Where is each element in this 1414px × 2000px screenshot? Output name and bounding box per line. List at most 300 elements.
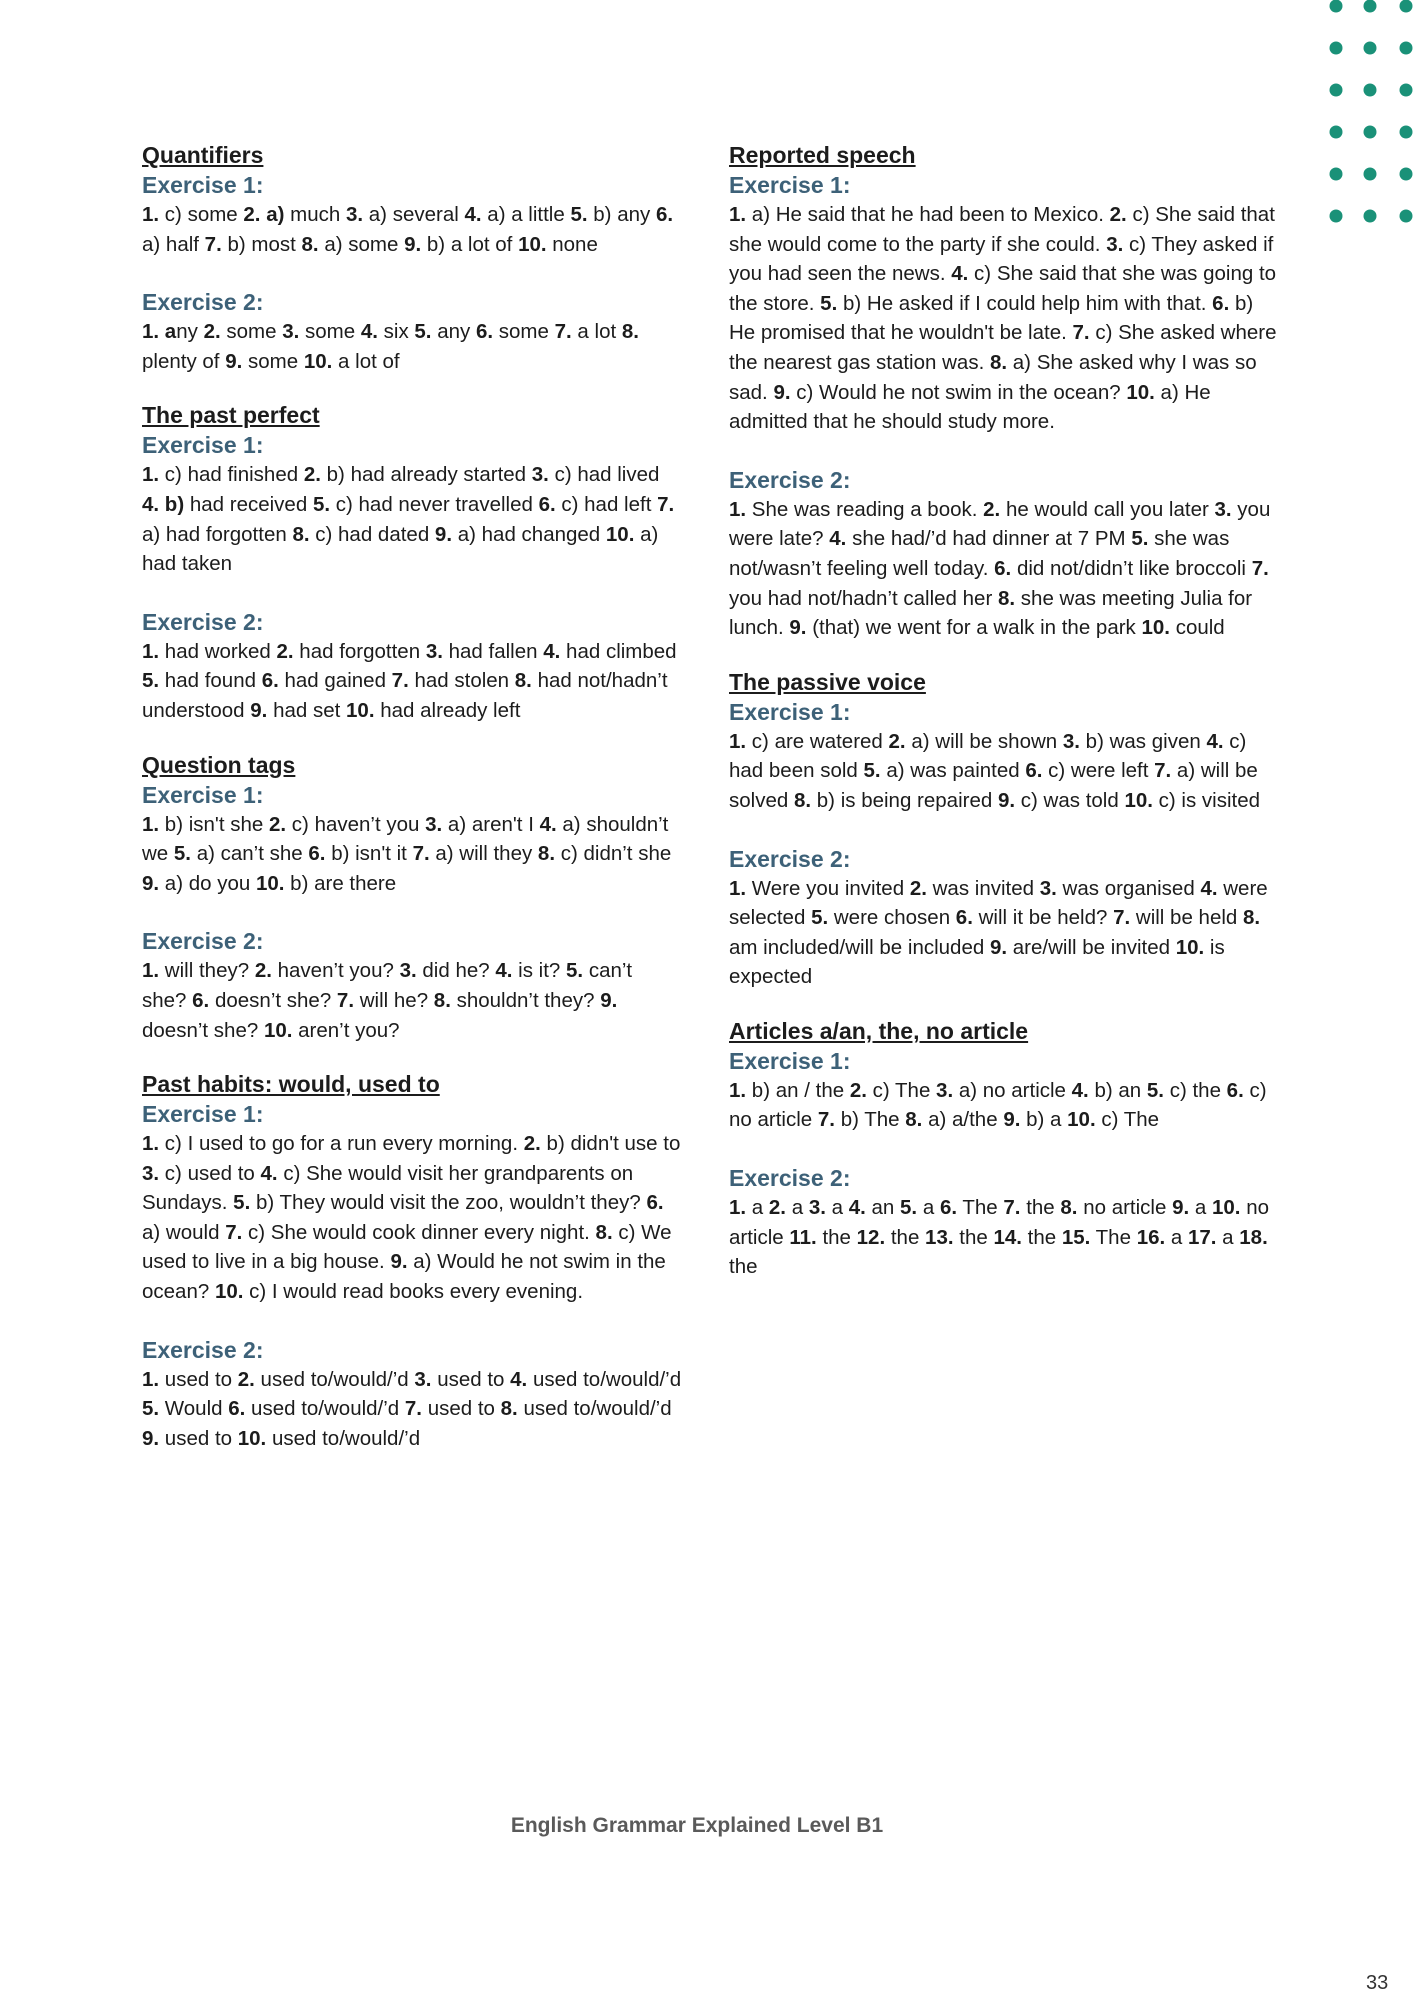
exercise-block xyxy=(142,607,682,726)
answer-number: 3. xyxy=(531,463,549,487)
answer-text: used to/would/’d xyxy=(527,1367,682,1391)
answer-number: 10. xyxy=(214,1280,244,1304)
answer-text: any xyxy=(431,320,476,344)
answer-text: a xyxy=(1216,1225,1240,1249)
answer-text: a) would xyxy=(142,1220,226,1244)
answer-text: a) a little xyxy=(481,203,571,226)
answer-text: the xyxy=(885,1225,926,1249)
decorative-dot xyxy=(1400,168,1413,181)
answer-text: c) used to xyxy=(159,1161,261,1185)
answer-text: The xyxy=(957,1196,1004,1220)
exercise-label: Exercise 1: xyxy=(142,1101,264,1128)
answer-number: 5. xyxy=(312,492,331,516)
right-column xyxy=(729,140,1277,1306)
answer-text: c) the xyxy=(1164,1078,1227,1102)
decorative-dot xyxy=(1364,126,1377,139)
answer-number: 10. xyxy=(605,522,635,546)
answer-number: 9. xyxy=(404,232,422,256)
answer-number: 10. xyxy=(1067,1108,1096,1132)
answer-number: 16. xyxy=(1136,1225,1166,1249)
answer-number: 9. xyxy=(600,988,618,1012)
answer-text: c) had been sold xyxy=(729,729,1247,783)
answer-text: no article xyxy=(729,1196,1269,1249)
decorative-dot xyxy=(1330,126,1343,139)
decorative-dot xyxy=(1330,84,1343,97)
decorative-dot xyxy=(1400,42,1413,55)
answer-text: you were late? xyxy=(729,497,1271,551)
answer-number: 5. xyxy=(900,1196,918,1220)
answer-number: 10. xyxy=(518,232,547,256)
answer-text: a) was painted xyxy=(880,759,1026,783)
answer-text: c) haven’t you xyxy=(286,812,426,836)
decorative-dot xyxy=(1330,42,1343,55)
exercise-block xyxy=(142,926,682,1045)
answer-number: 3. xyxy=(1106,232,1124,256)
answer-text: he would call you later xyxy=(1000,497,1215,521)
answer-number: 9. xyxy=(1172,1196,1190,1220)
answer-text: am included/will be included xyxy=(729,935,990,959)
answer-number: 5. xyxy=(414,320,432,344)
answer-text: no article xyxy=(1077,1196,1173,1220)
decorative-dot xyxy=(1364,0,1377,13)
answer-text: is it? xyxy=(512,959,567,983)
answer-text: b) is being repaired xyxy=(811,788,998,812)
answer-number: 5. xyxy=(566,959,584,983)
answer-number: 3. xyxy=(282,320,300,344)
answer-number: 6. xyxy=(1226,1078,1244,1102)
answer-text: a lot of xyxy=(332,349,400,373)
answer-number: 10. xyxy=(346,698,375,722)
answer-number: 6. xyxy=(939,1196,958,1220)
decorative-dot xyxy=(1364,210,1377,223)
answer-text: c) I used to go for a run every morning. xyxy=(159,1132,524,1156)
answer-text: used to xyxy=(422,1397,501,1421)
answer-key xyxy=(142,460,682,578)
answer-text: a) He admitted that he should study more. xyxy=(729,380,1211,434)
answer-text: a xyxy=(917,1196,940,1220)
answer-text: was invited xyxy=(926,876,1040,900)
answer-text: the xyxy=(729,1255,758,1279)
answer-number: 3. xyxy=(1062,729,1080,753)
answer-number: 8. xyxy=(621,320,639,344)
answer-number: 7. xyxy=(1003,1196,1021,1220)
answer-number: 1. xyxy=(142,812,160,836)
exercise-block xyxy=(729,844,1277,992)
answer-text: some xyxy=(493,320,555,344)
section-title: The passive voice xyxy=(729,668,926,695)
section-title: Articles a/an, the, no article xyxy=(729,1017,1029,1044)
answer-number: 1. xyxy=(729,876,747,900)
answer-number: 5. xyxy=(811,906,829,930)
answer-number: 2. xyxy=(849,1078,867,1102)
answer-text: a) no article xyxy=(953,1078,1072,1102)
answer-text: b) He promised that he wouldn't be late. xyxy=(729,291,1254,345)
answer-number: 1. xyxy=(729,1196,747,1220)
answer-number: 3. xyxy=(808,1196,826,1220)
answer-number: 3. xyxy=(399,959,417,983)
exercise-block xyxy=(729,465,1277,643)
answer-number: 8. xyxy=(793,788,812,812)
answer-text: b) didn't use to xyxy=(540,1132,681,1156)
answer-text: She was reading a book. xyxy=(746,497,984,521)
answer-number: 10. xyxy=(263,1018,293,1042)
exercise-label: Exercise 2: xyxy=(142,928,264,955)
section-title: Past habits: would, used to xyxy=(142,1071,440,1098)
answer-text: a xyxy=(786,1196,809,1220)
answer-text: was organised xyxy=(1056,876,1201,900)
answer-text: a) do you xyxy=(159,871,256,895)
answer-text: b) an / the xyxy=(746,1078,850,1102)
answer-text: c) had lived xyxy=(548,463,660,487)
answer-text: b) an xyxy=(1088,1078,1147,1102)
answer-text: used to/would/’d xyxy=(517,1397,672,1421)
answer-number: 2. xyxy=(909,876,927,900)
answer-text: b) had already started xyxy=(320,463,532,487)
answer-text: were chosen xyxy=(828,906,956,930)
left-column xyxy=(142,140,682,1477)
section-articles-a-an-the-no-article xyxy=(729,1016,1277,1282)
answer-number: 6. xyxy=(1212,291,1230,315)
answer-number: 7. xyxy=(1072,321,1090,345)
answer-number: 7. xyxy=(391,669,409,693)
answer-key xyxy=(142,317,682,376)
answer-number: 8. xyxy=(997,586,1016,610)
answer-number: 13. xyxy=(925,1225,954,1249)
answer-text: the xyxy=(1021,1225,1062,1249)
answer-number: 6. xyxy=(655,203,674,226)
answer-number: 7. xyxy=(412,842,430,866)
answer-key xyxy=(142,1129,682,1307)
answer-text: b) are there xyxy=(284,871,397,895)
answer-number: 1. xyxy=(142,959,160,983)
answer-text: a) several xyxy=(363,203,465,226)
answer-text: had forgotten xyxy=(293,639,426,663)
answer-text: a) will be shown xyxy=(905,729,1063,753)
answer-number: 14. xyxy=(993,1225,1022,1249)
answer-text: a) will they xyxy=(429,842,538,866)
answer-number: 9. xyxy=(773,380,791,404)
answer-text: c) had dated xyxy=(309,522,435,546)
answer-text: a) a/the xyxy=(922,1108,1004,1132)
answer-text: used to xyxy=(431,1367,511,1391)
answer-text: b) a lot of xyxy=(421,232,519,256)
answer-number: 15. xyxy=(1061,1225,1091,1249)
answer-number: 1. xyxy=(729,729,747,753)
answer-number: 9. xyxy=(225,349,243,373)
answer-text: a) had forgotten xyxy=(142,522,293,546)
answer-text: a) had taken xyxy=(142,522,659,576)
answer-text: none xyxy=(546,232,598,256)
decorative-dot xyxy=(1330,168,1343,181)
answer-text: had set xyxy=(267,698,347,722)
answer-number: 5. xyxy=(233,1191,251,1215)
answer-number: 4. xyxy=(510,1367,528,1391)
answer-number: 6. xyxy=(261,669,279,693)
answer-number: 4. xyxy=(543,639,561,663)
answer-key xyxy=(142,810,682,899)
answer-text: will it be held? xyxy=(972,906,1114,930)
answer-number: 6. xyxy=(1025,759,1043,783)
answer-text: c) some xyxy=(159,203,244,226)
answer-text: Would xyxy=(159,1397,229,1421)
answer-text: some xyxy=(242,349,304,373)
answer-text: a) will be solved xyxy=(729,759,1258,812)
answer-number: 9. xyxy=(142,1426,160,1450)
answer-text: some xyxy=(220,320,283,344)
answer-number: 1. xyxy=(729,1078,747,1102)
answer-text: a xyxy=(825,1196,849,1220)
answer-text: used to xyxy=(159,1367,238,1391)
answer-text: b) isn't she xyxy=(159,812,269,836)
exercise-label: Exercise 2: xyxy=(142,289,264,316)
answer-number: 9. xyxy=(989,935,1008,959)
answer-text: doesn’t she? xyxy=(142,1018,264,1042)
decorative-dot xyxy=(1400,84,1413,97)
answer-text: had received xyxy=(184,492,313,516)
answer-number: 9. xyxy=(142,871,160,895)
answer-number: 7. xyxy=(404,1397,423,1421)
answer-number: 1. xyxy=(729,203,747,226)
answer-text: b) most xyxy=(221,232,302,256)
answer-text: c) We used to live in a big house. xyxy=(142,1220,672,1274)
section-the-past-perfect xyxy=(142,400,682,725)
answer-text: used to/would/’d xyxy=(254,1367,415,1391)
answer-number: 2. a) xyxy=(243,203,285,226)
answer-number: 8. xyxy=(500,1397,518,1421)
answer-number: 8. xyxy=(301,232,319,256)
answer-number: 2. xyxy=(768,1196,787,1220)
answer-text: a) some xyxy=(318,232,405,256)
exercise-label: Exercise 1: xyxy=(729,172,851,198)
answer-text: you had not/hadn’t called her xyxy=(729,586,998,610)
answer-number: 10. xyxy=(255,871,285,895)
answer-text: had fallen xyxy=(442,639,544,663)
answer-number: 11. xyxy=(789,1225,817,1249)
answer-number: 2. xyxy=(237,1367,255,1391)
answer-number: 10. xyxy=(1212,1196,1241,1220)
answer-text: six xyxy=(377,320,415,344)
section-reported-speech xyxy=(729,140,1277,643)
answer-text: c) is visited xyxy=(1152,788,1261,812)
answer-number: 10. xyxy=(303,349,333,373)
answer-number: 5. xyxy=(570,203,588,226)
answer-number: 7. xyxy=(1113,906,1131,930)
answer-number: 4. b) xyxy=(142,492,185,516)
answer-number: 4. xyxy=(260,1161,278,1185)
answer-text: (that) we went for a walk in the park xyxy=(806,616,1142,640)
answer-text: b) isn't it xyxy=(325,842,413,866)
answer-number: 2. xyxy=(303,463,321,487)
answer-text: b) The xyxy=(835,1108,906,1132)
answer-text: will he? xyxy=(354,988,434,1012)
answer-number: 10. xyxy=(1175,935,1205,959)
answer-number: 1. xyxy=(142,463,160,487)
exercise-label: Exercise 1: xyxy=(142,432,264,459)
answer-number: 4. xyxy=(1071,1078,1089,1102)
decorative-dot xyxy=(1364,42,1377,55)
exercise-block xyxy=(142,287,682,376)
answer-key xyxy=(142,637,682,726)
answer-text: will be held xyxy=(1130,906,1243,930)
answer-text: could xyxy=(1170,616,1225,640)
answer-text: a) half xyxy=(142,232,205,256)
answer-text: b) was given xyxy=(1079,729,1207,753)
answer-number: 12. xyxy=(856,1225,886,1249)
section-title: The past perfect xyxy=(142,402,320,429)
answer-text: c) had finished xyxy=(159,463,304,487)
answer-number: 10. xyxy=(237,1426,267,1450)
answer-text: did he? xyxy=(416,959,496,983)
answer-number: 2. xyxy=(983,497,1001,521)
answer-number: 1. a xyxy=(142,320,177,344)
answer-number: 8. xyxy=(905,1108,923,1132)
answer-text: a) aren't I xyxy=(442,812,540,836)
answer-text: c) didn’t she xyxy=(555,842,672,866)
answer-number: 6. xyxy=(955,906,973,930)
decorative-dot xyxy=(1400,126,1413,139)
answer-number: 8. xyxy=(292,522,310,546)
answer-key xyxy=(729,1076,1277,1135)
answer-number: 4. xyxy=(464,203,482,226)
answer-number: 3. xyxy=(345,203,364,226)
answer-number: 8. xyxy=(989,350,1008,374)
answer-text: c) They asked if you had seen the news. xyxy=(729,232,1274,286)
section-the-passive-voice xyxy=(729,667,1277,992)
answer-text: the xyxy=(1020,1196,1061,1220)
answer-number: 5. xyxy=(1146,1078,1164,1102)
answer-number: 4. xyxy=(495,959,513,983)
answer-number: 3. xyxy=(1039,876,1057,900)
answer-text: are/will be invited xyxy=(1007,935,1176,959)
answer-key xyxy=(142,200,682,259)
answer-text: The xyxy=(1090,1225,1137,1249)
answer-text: used to/would/’d xyxy=(266,1426,421,1450)
answer-text: had stolen xyxy=(408,669,515,693)
answer-text: will they? xyxy=(159,959,255,983)
answer-key xyxy=(729,727,1277,816)
answer-text: aren’t you? xyxy=(292,1018,400,1042)
answer-text: is expected xyxy=(729,935,1225,989)
answer-text: a) She asked why I was so sad. xyxy=(729,350,1257,404)
answer-text: much xyxy=(284,203,346,226)
answer-number: 4. xyxy=(848,1196,866,1220)
exercise-label: Exercise 1: xyxy=(729,698,851,725)
answer-text: c) no article xyxy=(729,1078,1267,1132)
answer-number: 7. xyxy=(1154,759,1172,783)
answer-number: 9. xyxy=(789,616,807,640)
answer-number: 2. xyxy=(1109,203,1127,226)
answer-number: 2. xyxy=(276,639,294,663)
answer-number: 1. xyxy=(729,497,747,521)
answer-number: 7. xyxy=(204,232,222,256)
answer-number: 8. xyxy=(595,1220,613,1244)
answer-number: 5. xyxy=(863,759,881,783)
answer-number: 17. xyxy=(1187,1225,1217,1249)
answer-number: 4. xyxy=(1206,729,1224,753)
answer-number: 8. xyxy=(1060,1196,1078,1220)
answer-text: a xyxy=(746,1196,769,1220)
answer-number: 3. xyxy=(142,1161,160,1185)
decorative-dot xyxy=(1364,168,1377,181)
exercise-block xyxy=(729,170,1277,437)
answer-text: she was not/wasn’t feeling well today. xyxy=(729,527,1230,580)
answer-key xyxy=(729,874,1277,992)
answer-text: a) He said that he had been to Mexico. xyxy=(746,203,1110,226)
answer-text: a lot xyxy=(571,320,622,344)
answer-number: 6. xyxy=(538,492,556,516)
exercise-label: Exercise 2: xyxy=(142,608,264,635)
answer-number: 8. xyxy=(514,669,532,693)
answer-text: some xyxy=(299,320,361,344)
exercise-block xyxy=(729,1046,1277,1135)
answer-text: c) were left xyxy=(1042,759,1155,783)
answer-text: had not/hadn’t understood xyxy=(142,669,668,722)
answer-key xyxy=(142,1365,682,1454)
answer-number: 6. xyxy=(475,320,494,344)
answer-text: a) can’t she xyxy=(191,842,309,866)
answer-number: 9. xyxy=(390,1250,408,1274)
answer-text: did not/didn’t like broccoli xyxy=(1011,556,1252,580)
exercise-block xyxy=(142,430,682,578)
footer-book-title: English Grammar Explained Level B1 xyxy=(510,1814,884,1837)
exercise-label: Exercise 1: xyxy=(729,1047,851,1074)
section-title: Question tags xyxy=(142,751,296,778)
answer-text: used to xyxy=(159,1426,238,1450)
exercise-block xyxy=(142,780,682,899)
answer-text: had already left xyxy=(374,698,521,722)
answer-number: 9. xyxy=(434,522,453,546)
answer-key xyxy=(729,200,1277,437)
answer-number: 3. xyxy=(425,639,443,663)
answer-number: 5. xyxy=(142,669,160,693)
answer-text: a) shouldn’t we xyxy=(142,812,669,866)
answer-number: 10. xyxy=(1124,788,1153,812)
answer-text: a xyxy=(1189,1196,1212,1220)
answer-text: an xyxy=(865,1196,901,1220)
answer-number: 2. xyxy=(523,1132,541,1156)
answer-text: ny xyxy=(176,320,204,344)
exercise-block xyxy=(729,697,1277,816)
answer-number: 6. xyxy=(192,988,210,1012)
answer-number: 5. xyxy=(173,842,192,866)
answer-number: 5. xyxy=(142,1397,160,1421)
answer-number: 3. xyxy=(936,1078,954,1102)
answer-text: a) had changed xyxy=(452,522,606,546)
section-quantifiers xyxy=(142,140,682,376)
answer-key xyxy=(142,956,682,1045)
answer-text: she had/’d had dinner at 7 PM xyxy=(846,527,1132,551)
decorative-dot xyxy=(1400,0,1413,13)
answer-number: 7. xyxy=(336,988,355,1012)
answer-key xyxy=(729,1193,1277,1282)
answer-number: 7. xyxy=(657,492,675,516)
exercise-block xyxy=(142,1099,682,1307)
answer-text: a) Would he not swim in the ocean? xyxy=(142,1250,666,1304)
section-title: Reported speech xyxy=(729,142,916,168)
answer-text: had worked xyxy=(159,639,277,663)
exercise-label: Exercise 2: xyxy=(142,1336,264,1363)
answer-number: 3. xyxy=(1214,497,1232,521)
decorative-dot xyxy=(1330,210,1343,223)
answer-number: 3. xyxy=(414,1367,432,1391)
answer-number: 9. xyxy=(250,698,268,722)
answer-number: 2. xyxy=(888,729,906,753)
answer-text: c) I would read books every evening. xyxy=(243,1280,584,1304)
answer-number: 2. xyxy=(269,812,287,836)
answer-number: 1. xyxy=(142,1367,160,1391)
answer-number: 2. xyxy=(203,320,221,344)
answer-number: 4. xyxy=(1200,876,1218,900)
